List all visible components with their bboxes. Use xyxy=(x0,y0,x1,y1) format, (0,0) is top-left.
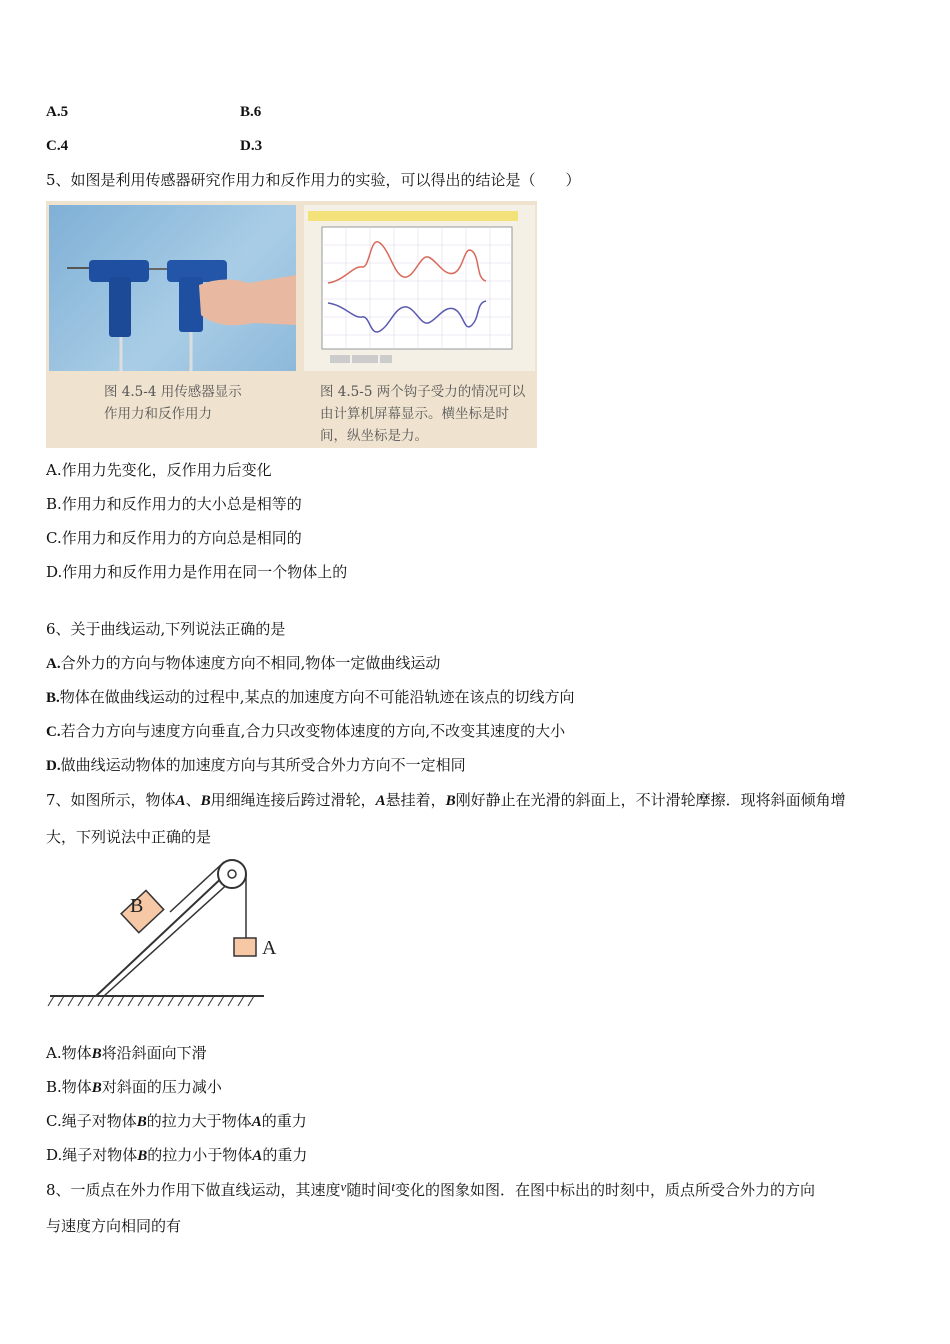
q4-option-d: D.3 xyxy=(240,138,263,154)
caption-left: 图 4.5-4 用传感器显示作用力和反作用力 xyxy=(104,384,242,422)
q5-option-d: D.作用力和反作用力是作用在同一个物体上的 xyxy=(46,563,348,581)
q7-stem-line2: 大，下列说法中正确的是 xyxy=(46,828,212,846)
label-a: A xyxy=(262,937,277,959)
q5-figure xyxy=(46,201,537,448)
q4-option-a: A.5 xyxy=(46,104,69,120)
q7-option-c: C.绳子对物体B的拉力大于物体A的重力 xyxy=(46,1112,307,1130)
q7-option-b: B.物体B对斜面的压力减小 xyxy=(46,1078,222,1096)
q8-stem-line1: 8、一质点在外力作用下做直线运动，其速度v随时间t变化的图象如图．在图中标出的时刻中，质点所受合外力的方向 xyxy=(46,1179,815,1199)
caption-right: 图 4.5-5 两个钩子受力的情况可以由计算机屏幕显示。横坐标是时间，纵坐标是力。 xyxy=(320,384,526,444)
force-time-graph xyxy=(304,205,535,371)
q5-option-b: B.作用力和反作用力的大小总是相等的 xyxy=(46,495,302,513)
label-b: B xyxy=(130,895,144,917)
q5-option-c: C.作用力和反作用力的方向总是相同的 xyxy=(46,529,302,547)
q6-option-a: A.合外力的方向与物体速度方向不相同,物体一定做曲线运动 xyxy=(46,654,441,672)
q4-option-c: C.4 xyxy=(46,138,69,154)
q8-stem-line2: 与速度方向相同的有 xyxy=(46,1217,182,1235)
q6-stem: 6、关于曲线运动,下列说法正确的是 xyxy=(46,620,286,638)
q6-option-c: C.若合力方向与速度方向垂直,合力只改变物体速度的方向,不改变其速度的大小 xyxy=(46,722,566,740)
q5-stem: 5、如图是利用传感器研究作用力和反作用力的实验，可以得出的结论是（ ） xyxy=(46,171,581,189)
q6-option-d: D.做曲线运动物体的加速度方向与其所受合外力方向不一定相同 xyxy=(46,756,466,774)
q6-option-b: B.物体在做曲线运动的过程中,某点的加速度方向不可能沿轨迹在该点的切线方向 xyxy=(46,688,575,706)
q5-option-a: A.作用力先变化，反作用力后变化 xyxy=(46,461,272,479)
q7-option-d: D.绳子对物体B的拉力小于物体A的重力 xyxy=(46,1146,308,1164)
sensor-photo xyxy=(49,205,296,371)
q7-incline-diagram xyxy=(46,856,286,1014)
q4-option-b: B.6 xyxy=(240,104,262,120)
q7-option-a: A.物体B将沿斜面向下滑 xyxy=(46,1044,207,1062)
q7-stem-line1: 7、如图所示，物体A、B用细绳连接后跨过滑轮，A悬挂着，B刚好静止在光滑的斜面上，不计滑轮摩擦．现将斜面倾角增 xyxy=(46,791,846,809)
